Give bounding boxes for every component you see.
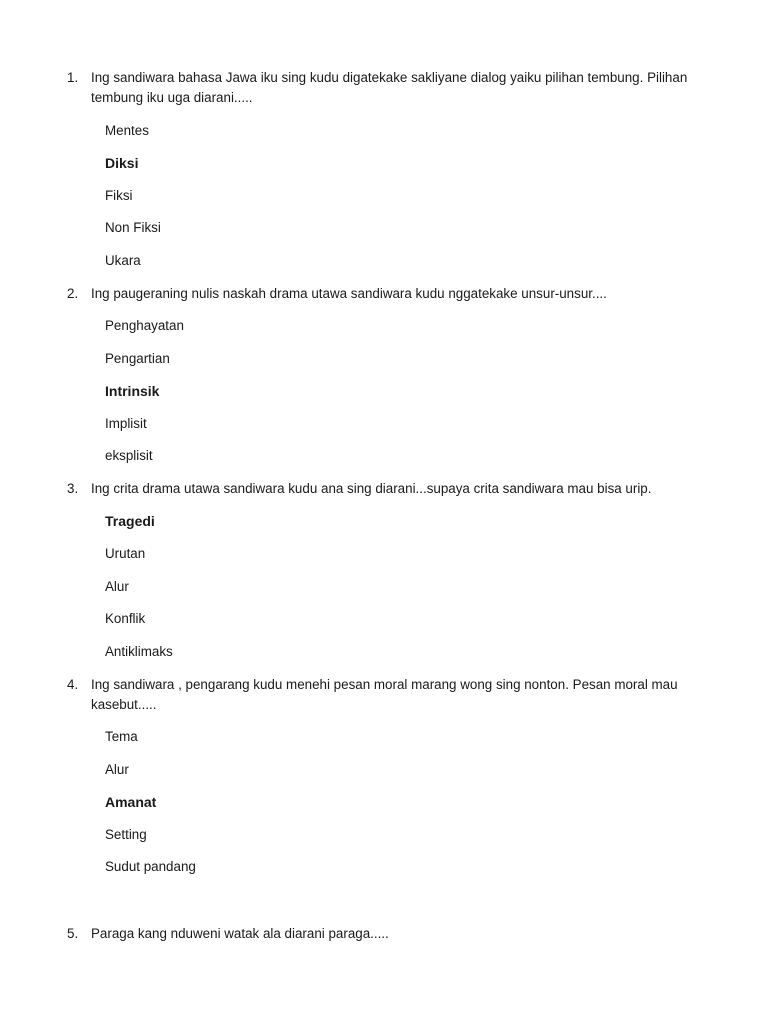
question-2 <box>67 284 727 304</box>
question-number: 2. <box>67 286 79 301</box>
question-text: Paraga kang nduweni watak ala diarani paraga..... <box>91 926 389 941</box>
option-text: Setting <box>105 827 147 842</box>
question-1 <box>67 68 727 108</box>
option-text: Antiklimaks <box>105 644 173 659</box>
option-text: Implisit <box>105 416 147 431</box>
option-text: Fiksi <box>105 188 133 203</box>
option-text: Ukara <box>105 253 141 268</box>
option-text: Penghayatan <box>105 318 184 333</box>
question-4 <box>67 675 727 715</box>
answer-option: Tragedi <box>105 513 155 529</box>
option-text: Mentes <box>105 123 149 138</box>
question-number: 5. <box>67 926 79 941</box>
option-text: Konflik <box>105 611 146 626</box>
option-text: Alur <box>105 579 129 594</box>
answer-option: Diksi <box>105 155 139 171</box>
option-text: Pengartian <box>105 351 170 366</box>
option-text: Non Fiksi <box>105 220 161 235</box>
question-text: Ing paugeraning nulis naskah drama utawa sandiwara kudu nggatekake unsur-unsur.... <box>91 286 607 301</box>
question-number: 1. <box>67 70 79 85</box>
option-text: Urutan <box>105 546 146 561</box>
question-text: Ing sandiwara bahasa Jawa iku sing kudu digatekake sakliyane dialog yaiku pilihan tembung. Pilihan tembung iku uga diarani..... <box>91 70 688 105</box>
question-text: Ing crita drama utawa sandiwara kudu ana sing diarani...supaya crita sandiwara mau bisa urip. <box>91 481 652 496</box>
option-text: Tema <box>105 729 138 744</box>
option-text: Sudut pandang <box>105 859 196 874</box>
question-3 <box>67 479 727 499</box>
answer-option: Amanat <box>105 794 157 810</box>
answer-option: Intrinsik <box>105 383 160 399</box>
option-text: eksplisit <box>105 448 153 463</box>
question-5 <box>67 924 727 944</box>
question-number: 3. <box>67 481 79 496</box>
question-text: Ing sandiwara , pengarang kudu menehi pesan moral marang wong sing nonton. Pesan moral mau kasebut..... <box>91 677 678 712</box>
option-text: Alur <box>105 762 129 777</box>
question-number: 4. <box>67 677 79 692</box>
